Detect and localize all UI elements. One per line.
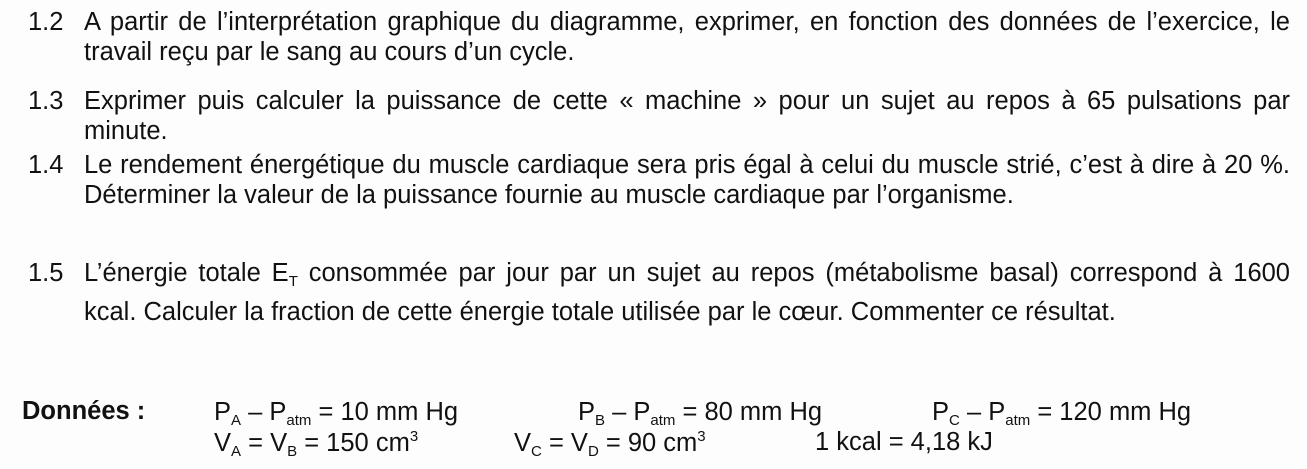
question-number: 1.2 xyxy=(28,8,64,36)
symbol: = V xyxy=(541,429,588,457)
donnees-label: Données : xyxy=(22,397,146,425)
subscript: atm xyxy=(1005,412,1031,429)
subscript: B xyxy=(287,443,298,460)
value: = 90 cm xyxy=(598,429,698,457)
kcal-conversion: 1 kcal = 4,18 kJ xyxy=(815,428,993,456)
subscript: D xyxy=(587,443,599,460)
question-1-4 xyxy=(28,150,1290,210)
value: = 80 mm Hg xyxy=(675,398,823,426)
value: = 150 cm xyxy=(297,429,410,457)
question-text xyxy=(84,258,1290,327)
symbol: V xyxy=(514,429,532,457)
question-text: A partir de l’interprétation graphique du diagramme, exprimer, en fonction des données de l’exercice, le travail reçu par le sang au cours d’un cycle. xyxy=(84,8,1290,66)
question-text: Exprimer puis calculer la puissance de cette « machine » pour un sujet au repos à 65 pulsations par minute. xyxy=(84,87,1290,145)
pressure-c xyxy=(932,398,1191,429)
question-text-part: consommée par jour par un sujet au repos (métabolisme basal) correspond à 1600 kcal. Calculer la fraction de cette énergie totale utilisée par le cœur. Commenter ce résultat. xyxy=(84,259,1290,326)
exponent: 3 xyxy=(409,428,419,445)
symbol: – P xyxy=(959,398,1006,426)
exponent: 3 xyxy=(697,428,706,445)
symbol: – P xyxy=(241,398,287,426)
subscript: A xyxy=(231,443,242,460)
symbol: V xyxy=(214,429,232,457)
symbol: P xyxy=(932,398,950,426)
volume-c-d xyxy=(514,428,706,460)
value: = 10 mm Hg xyxy=(311,398,459,426)
symbol: – P xyxy=(605,398,651,426)
symbol: P xyxy=(214,398,232,426)
question-number: 1.3 xyxy=(28,87,64,115)
subscript: T xyxy=(288,273,298,290)
question-text-part: L’énergie totale E xyxy=(84,259,289,287)
subscript: A xyxy=(231,412,242,429)
question-1-2 xyxy=(28,7,1290,67)
question-number: 1.4 xyxy=(28,151,64,179)
value: = 120 mm Hg xyxy=(1030,398,1192,426)
subscript: C xyxy=(949,412,960,429)
question-number: 1.5 xyxy=(28,259,64,287)
symbol: P xyxy=(578,398,596,426)
question-text: Le rendement énergétique du muscle cardiaque sera pris égal à celui du muscle strié, c’est à dire à 20 %. Déterminer la valeur de la puissance fournie au muscle cardiaque par l’organisme. xyxy=(84,151,1290,209)
pressure-a xyxy=(214,398,458,429)
question-1-5 xyxy=(28,258,1290,327)
question-1-3 xyxy=(28,86,1290,146)
subscript: atm xyxy=(286,412,312,429)
subscript: B xyxy=(595,412,606,429)
volume-a-b xyxy=(214,428,418,460)
symbol: = V xyxy=(241,429,288,457)
subscript: C xyxy=(531,443,542,460)
subscript: atm xyxy=(650,412,676,429)
pressure-b xyxy=(578,398,822,429)
